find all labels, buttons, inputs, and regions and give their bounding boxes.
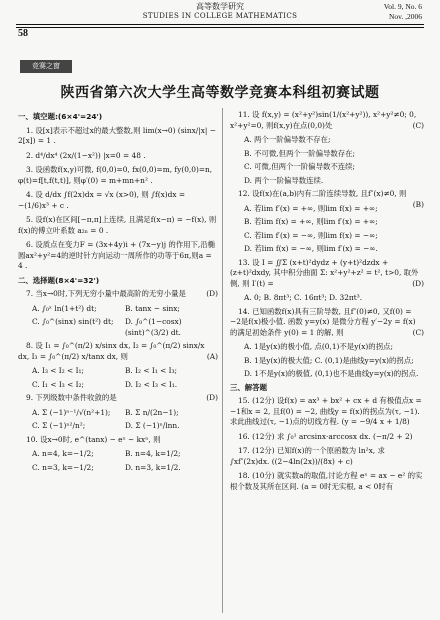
page-title: 陕西省第六次大学生高等数学竞赛本科组初赛试题 — [60, 85, 380, 101]
question-8-option-b: B. I₂ < I₁ < I₃; — [125, 366, 178, 375]
question-7-answer: (D) — [206, 289, 218, 298]
question-6: 6. 设质点在变力F = (3x+4y)i + (7x−y)j 的作用下,沿椭圆ax²+y²=4的逆时针方向运动一周所作的功等于6π,则a = 4 . — [18, 240, 216, 270]
question-7 — [18, 289, 218, 300]
question-12-option-b: B. 若lim f(x) = +∞, 则lim f′(x) = +∞; — [244, 217, 378, 226]
question-12-option-d: D. 若lim f(x) = −∞, 则lim f′(x) = −∞. — [244, 244, 378, 253]
question-8-option-a: A. I₃ < I₂ < I₁; — [32, 366, 84, 375]
journal-volume: Vol. 9, No. 6 — [383, 2, 422, 11]
question-2: 2. d⁴/dx⁴ (2x/(1−x²)) |x=0 = 48 . — [26, 150, 146, 160]
question-10-option-a: A. n=4, k=−1/2; — [32, 449, 94, 458]
question-8-option-d: D. I₂ < I₃ < I₁. — [125, 379, 178, 389]
question-5: 5. 设f(x)在区间[−π,π]上连续, 且满足f(x−π) = −f(x), 则f(x)的傅立叶系数 a₂ₙ = 0 . — [18, 215, 217, 235]
section-problems: 三、解答题 — [230, 382, 267, 392]
column-divider — [222, 108, 223, 613]
question-11-option-b: B. 不可微,但两个一阶偏导数存在; — [244, 148, 356, 158]
question-10-option-c: C. n=3, k=−1/2; — [32, 462, 94, 472]
section-fill-in: 一、填空题:(6×4'=24') — [18, 112, 103, 121]
journal-date: Nov. ,2006 — [388, 12, 422, 21]
question-14-option-b: B. 1是y(x)的极大值; C. (0,1)是曲线y=y(x)的拐点; — [244, 355, 414, 365]
question-12-option-c: C. 若lim f′(x) = −∞, 则lim f(x) = −∞; — [244, 230, 378, 240]
question-11-option-a: A. 两个一阶偏导数不存在; — [244, 135, 331, 144]
question-8 — [18, 341, 218, 362]
question-18: 18. (10分) 就实数a的取值,讨论方程 eˣ = ax − e² 的实根个数及其所在区间. (a = 0时无实根, a < 0时有 — [230, 471, 423, 491]
question-9-options-row1 — [32, 408, 218, 419]
question-17: 17. (12分) 已知f(x)的一个原函数为 ln²x, 求 ∫xf″(2x)dx. ((2−4ln(2x))/(8x) + c) — [230, 446, 385, 466]
question-9-answer: (D) — [206, 393, 218, 402]
question-10: 10. 设x→0时, e^(tanx) − eˣ ~ kxⁿ, 则 — [26, 434, 161, 444]
question-12-option-a: A. 若lim f′(x) = +∞, 则lim f(x) = +∞; — [244, 203, 378, 213]
header-rule — [16, 24, 424, 25]
question-10-option-d: D. n=3, k=1/2. — [125, 462, 181, 472]
question-8-options-row2 — [32, 380, 218, 391]
question-11 — [230, 110, 424, 131]
question-4: 4. 设 d/dx ∫f(2x)dx = √x (x>0), 则 ∫f(x)dx = −(1/6)x³ + c . — [18, 190, 186, 210]
question-14-option-c: D. 1不是y(x)的极值, (0,1)也不是曲线y=y(x)的拐点. — [244, 369, 419, 378]
question-9-option-b: B. Σ n/(2n−1); — [125, 407, 179, 417]
question-15: 15. (12分) 设f(x) = ax³ + bx² + cx + d 有极值点x = −1和x = 2, 且f(0) = −2, 曲线y = f(x)的拐点为(τ, −1). 求此曲线过(τ, −1)点的切线方程. (y = −9/4 x + 1/8) — [230, 396, 422, 426]
question-9 — [18, 393, 218, 404]
question-11-text: 11. 设 f(x,y) = (x²+y²)sin(1/(x²+y²)), x²+y²≠0; 0, x²+y²=0, 则f(x,y)在点(0,0)处 — [230, 110, 417, 130]
header-rule-thin — [16, 27, 424, 28]
section-multiple-choice: 二、选择题(8×4'=32') — [18, 275, 100, 285]
question-9-option-d: D. Σ (−1)ⁿ/lnn. — [125, 421, 180, 430]
question-14-answer: (C) — [412, 327, 424, 337]
left-column — [18, 110, 218, 476]
question-7-option-c: C. ∫₀^(sinx) sin(t²) dt; — [32, 317, 114, 326]
question-8-answer: (A) — [206, 351, 218, 361]
question-16: 16. (12分) 求 ∫₀¹ arcsinx·arccosx dx. (−π/2 + 2) — [238, 431, 413, 441]
journal-name-en: STUDIES IN COLLEGE MATHEMATICS — [142, 12, 298, 20]
question-7-option-a: A. ∫₀ˣ ln(1+t²) dt; — [32, 303, 97, 313]
question-11-answer: (C) — [412, 120, 424, 130]
question-12-text: 12. 设f(x)在(a,b)内有二阶连续导数, 且f″(x)≠0, 则 — [238, 189, 407, 198]
question-9-options-row2 — [32, 421, 218, 432]
question-7-options-row1 — [32, 304, 218, 315]
question-10-options-row1 — [32, 449, 218, 460]
question-9-text: 9. 下列级数中条件收敛的是 — [26, 393, 117, 402]
question-1: 1. 设[x]表示不超过x的最大整数,则 lim(x→0) (sinx/|x| − 2[x]) = 1 . — [18, 125, 216, 145]
question-13-text: 13. 设 I = ∬Σ (x+t)²dydz + (y+t)²dzdx + (z+t)²dxdy, 其中积分曲面 Σ: x²+y²+z² = t², t>0, 取外侧, 则 I′(t) = — [230, 257, 419, 288]
question-13-options: A. 0; B. 8πt³; C. 16πt³; D. 32πt³. — [244, 293, 363, 302]
question-12-answer: (B) — [412, 199, 424, 209]
question-9-option-c: C. Σ (−1)ⁿ²/n²; — [32, 421, 86, 430]
question-14-text: 14. 已知函数f(x)具有三阶导数, 且f″(0)≠0, 又f(0) = −2是f(x)极小值. 函数 y=y(x) 是微分方程 y′−2y = f(x) 的满足初始条件 y(0) = 1 的解, 则 — [230, 306, 416, 337]
journal-name-cn: 高等数学研究 — [196, 2, 244, 11]
question-7-options-row2 — [32, 317, 218, 338]
question-14 — [230, 307, 424, 339]
question-14-option-a: A. 1是y(x)的极小值, 点(0,1)不是y(x)的拐点; — [244, 342, 393, 351]
question-8-option-c: C. I₁ < I₃ < I₂; — [32, 379, 85, 389]
question-7-text: 7. 当x→0时,下列无穷小量中最高阶的无穷小量是 — [26, 289, 186, 298]
question-9-option-a: A. Σ (−1)ⁿ⁻¹/√(n²+1); — [32, 407, 111, 417]
question-10-options-row2 — [32, 463, 218, 474]
question-8-options-row1 — [32, 366, 218, 377]
section-badge: 竞赛之窗 — [20, 60, 72, 73]
page-number: 58 — [18, 28, 28, 39]
question-11-option-c: C. 可微,但两个一阶偏导数不连续; — [244, 162, 356, 171]
question-11-option-d: D. 两个一阶偏导数连续. — [244, 175, 324, 185]
question-10-option-b: B. n=4, k=1/2; — [125, 449, 181, 458]
question-13 — [230, 258, 424, 290]
question-7-option-b: B. tanx − sinx; — [125, 303, 180, 313]
question-7-option-d: D. ∫₀^(1−cosx) (sint)^(3/2) dt. — [125, 317, 182, 337]
right-column — [230, 110, 424, 496]
question-3: 3. 设函数f(x,y)可微, f(0,0)=0, fx(0,0)=m, fy(0,0)=n, φ(t)=f[t,f(t,t)], 则φ′(0) = m+mn+n² . — [18, 165, 213, 185]
question-13-answer: (D) — [412, 278, 424, 288]
question-8-text: 8. 设 I₁ = ∫₀^(π/2) x/sinx dx, I₂ = ∫₀^(π/2) sinx/x dx, I₃ = ∫₀^(π/2) x/tanx dx, 则 — [18, 341, 205, 361]
page-header — [0, 0, 440, 40]
